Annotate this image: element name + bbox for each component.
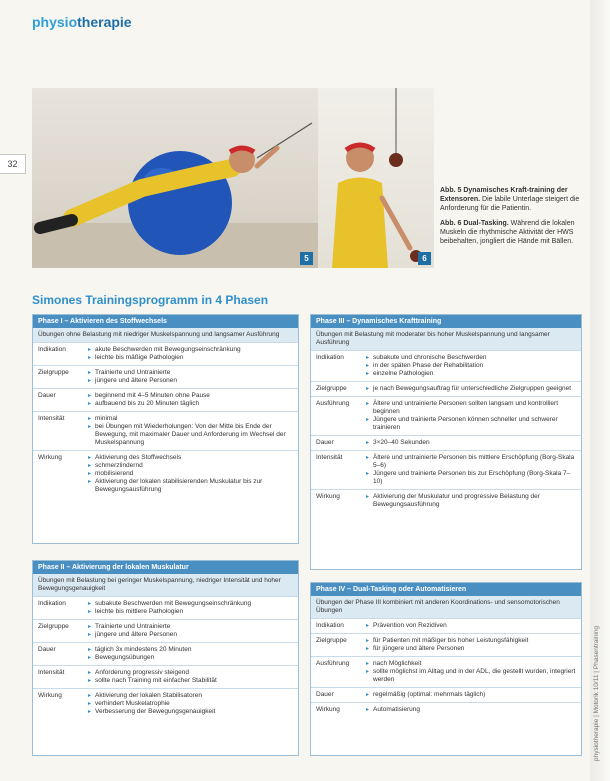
row-values [366, 354, 576, 378]
row-key: Intensität [38, 669, 65, 676]
row-value: ▸ subakute Beschwerden mit Bewegungseinschränkung [88, 600, 293, 608]
phase-title: Phase IV – Dual-Tasking oder Automatisieren [311, 583, 581, 596]
row-values [366, 400, 576, 432]
row-key: Dauer [38, 392, 56, 399]
table-row [311, 350, 581, 381]
row-value: ▸ jüngere und ältere Personen [88, 377, 293, 385]
row-values [88, 369, 293, 385]
row-values [88, 692, 293, 716]
row-key: Wirkung [38, 692, 62, 699]
row-value: ▸ täglich 3x mindestens 20 Minuten [88, 646, 293, 654]
row-value: ▸ Verbesserung der Bewegungsgenauigkeit [88, 708, 293, 716]
table-row [33, 365, 298, 388]
row-key: Ausführung [316, 400, 350, 407]
row-value: ▸ Ältere und untrainierte Personen bis mittlere Erschöpfung (Borg-Skala 5–6) [366, 454, 576, 470]
row-value: ▸ einzelne Pathologien [366, 370, 576, 378]
row-value: ▸ sollte möglichst im Alltag und in der ADL, die gestellt wurden, integriert werden [366, 668, 576, 684]
row-key: Dauer [316, 691, 334, 698]
row-value: ▸ subakute und chronische Beschwerden [366, 354, 576, 362]
row-values [366, 439, 576, 447]
table-row [33, 642, 298, 665]
row-value: ▸ schmerzlindernd [88, 462, 293, 470]
row-key: Indikation [38, 600, 66, 607]
row-values [88, 454, 293, 494]
row-values [366, 622, 576, 630]
table-row [311, 702, 581, 717]
brand-part1: physio [32, 14, 78, 30]
row-value: ▸ Aktivierung des Stoffwechsels [88, 454, 293, 462]
exercise-ball-illustration [32, 88, 318, 268]
row-key: Zielgruppe [38, 369, 69, 376]
table-row [311, 435, 581, 450]
photo-dual-tasking [318, 88, 434, 268]
row-value: ▸ verhindert Muskelatrophie [88, 700, 293, 708]
table-row [33, 450, 298, 497]
row-value: ▸ je nach Bewegungsauftrag für unterschiedliche Zielgruppen geeignet [366, 385, 576, 393]
photo-tag: 6 [418, 252, 431, 265]
caption-text: Die labile Unterlage steigert die Anforderung für die Patientin. [440, 196, 580, 212]
table-row [33, 619, 298, 642]
row-key: Intensität [316, 454, 343, 461]
caption [440, 219, 580, 246]
row-key: Intensität [38, 415, 65, 422]
row-value: ▸ beginnend mit 4–5 Minuten ohne Pause [88, 392, 293, 400]
caption-title: Abb. 5 Dynamisches Kraft-training der Extensoren. [440, 187, 568, 203]
row-value: ▸ Jüngere und trainierte Personen können schneller und schwerer trainieren [366, 416, 576, 432]
phase-subtitle: Übungen ohne Belastung mit niedriger Muskelspannung und langsamer Ausführung [33, 328, 298, 342]
table-row [311, 687, 581, 702]
row-value: ▸ Trainierte und Untrainierte [88, 623, 293, 631]
row-values [366, 706, 576, 714]
row-value: ▸ Bewegungsübungen [88, 654, 293, 662]
dual-tasking-illustration [318, 88, 434, 268]
row-key: Wirkung [38, 454, 62, 461]
row-values [366, 660, 576, 684]
row-value: ▸ 3×20–40 Sekunden [366, 439, 576, 447]
table-row [311, 633, 581, 656]
row-value: ▸ minimal [88, 415, 293, 423]
table-row [33, 665, 298, 688]
row-value: ▸ für jüngere und ältere Personen [366, 645, 576, 653]
row-value: ▸ Aktivierung der Muskulatur und progressive Belastung der Bewegungsausführung [366, 493, 576, 509]
row-value: ▸ leichte bis mittlere Pathologien [88, 608, 293, 616]
row-value: ▸ sollte nach Training mit einfacher Stabilität [88, 677, 293, 685]
photo-tag: 5 [300, 252, 313, 265]
row-key: Indikation [316, 354, 344, 361]
row-key: Wirkung [316, 493, 340, 500]
table-row [311, 381, 581, 396]
table-row [33, 388, 298, 411]
row-value: ▸ Jüngere und trainierte Personen bis zur Erschöpfung (Borg-Skala 7–10) [366, 470, 576, 486]
phase-box [310, 582, 582, 756]
row-values [366, 493, 576, 509]
caption [440, 186, 580, 213]
photo-exercise-ball [32, 88, 318, 268]
caption-title: Abb. 6 Dual-Tasking. [440, 220, 509, 227]
row-value: ▸ jüngere und ältere Personen [88, 631, 293, 639]
phase-subtitle: Übungen mit Belastung mit moderater bis hoher Muskelspannung und langsamer Ausführung [311, 328, 581, 350]
row-values [88, 346, 293, 362]
row-value: ▸ leichte bis mäßige Pathologien [88, 354, 293, 362]
row-values [88, 669, 293, 685]
row-key: Zielgruppe [316, 637, 347, 644]
row-value: ▸ Automatisierung [366, 706, 576, 714]
row-value: ▸ für Patienten mit mäßiger bis hoher Leistungsfähigkeit [366, 637, 576, 645]
row-key: Dauer [38, 646, 56, 653]
table-row [311, 450, 581, 489]
phase-box [32, 560, 299, 756]
table-row [33, 596, 298, 619]
phase-box [310, 314, 582, 570]
row-values [88, 600, 293, 616]
row-value: ▸ Anforderung progressiv steigend [88, 669, 293, 677]
phase-title: Phase I – Aktivieren des Stoffwechsels [33, 315, 298, 328]
row-value: ▸ Aktivierung der lokalen Stabilisatoren [88, 692, 293, 700]
row-key: Wirkung [316, 706, 340, 713]
table-row [311, 656, 581, 687]
row-values [366, 691, 576, 699]
row-value: ▸ Prävention von Rezidiven [366, 622, 576, 630]
page-edge-sidebar [590, 0, 610, 781]
row-values [366, 385, 576, 393]
section-title: Simones Trainingsprogramm in 4 Phasen [32, 293, 269, 307]
table-row [311, 489, 581, 512]
phase-title: Phase II – Aktivierung der lokalen Muskulatur [33, 561, 298, 574]
row-key: Dauer [316, 439, 334, 446]
row-value: ▸ Aktivierung der lokalen stabilisierenden Muskulatur bis zur Bewegungsausführung [88, 478, 293, 494]
phase-subtitle: Übungen mit Belastung bei geringer Muskelspannung, niedriger Intensität und hoher Bewegungsgenauigkeit [33, 574, 298, 596]
row-value: ▸ akute Beschwerden mit Bewegungseinschränkung [88, 346, 293, 354]
phase-box [32, 314, 299, 544]
row-key: Zielgruppe [316, 385, 347, 392]
phase-subtitle: Übungen der Phase III kombiniert mit anderen Koordinations- und sensomotorischen Übungen [311, 596, 581, 618]
table-row [33, 342, 298, 365]
row-values [366, 637, 576, 653]
row-values [88, 392, 293, 408]
row-value: ▸ Trainierte und Untrainierte [88, 369, 293, 377]
phase-title: Phase III – Dynamisches Krafttraining [311, 315, 581, 328]
row-value: ▸ regelmäßig (optimal: mehrmals täglich) [366, 691, 576, 699]
row-value: ▸ in der späten Phase der Rehabilitation [366, 362, 576, 370]
row-key: Indikation [38, 346, 66, 353]
row-value: ▸ nach Möglichkeit [366, 660, 576, 668]
table-row [311, 618, 581, 633]
row-key: Ausführung [316, 660, 350, 667]
table-row [311, 396, 581, 435]
caption-text: Während die lokalen Muskeln die rhythmische Aktivität der HWS beibehalten, jongliert die Hände mit Bällen. [440, 220, 575, 245]
row-values [88, 623, 293, 639]
photo-captions [440, 186, 580, 252]
row-key: Indikation [316, 622, 344, 629]
row-value: ▸ bei Übungen mit Wiederholungen: Von der Mitte bis Ende der Bewegung, mit maximaler Dauer und Anforderung im Wechsel der Muskelspannung [88, 423, 293, 447]
row-value: ▸ aufbauend bis zu 20 Minuten täglich [88, 400, 293, 408]
brand-title [32, 14, 132, 30]
table-row [33, 688, 298, 719]
row-key: Zielgruppe [38, 623, 69, 630]
row-values [366, 454, 576, 486]
brand-part2: therapie [77, 14, 132, 30]
row-value: ▸ mobilisierend [88, 470, 293, 478]
table-row [33, 411, 298, 450]
page-number: 32 [0, 154, 26, 174]
side-text: physiotherapie | Motorik 10/11 | Phasentraining [593, 625, 600, 761]
row-values [88, 646, 293, 662]
row-values [88, 415, 293, 447]
row-value: ▸ Ältere und untrainierte Personen sollten langsam und kontrolliert beginnen [366, 400, 576, 416]
